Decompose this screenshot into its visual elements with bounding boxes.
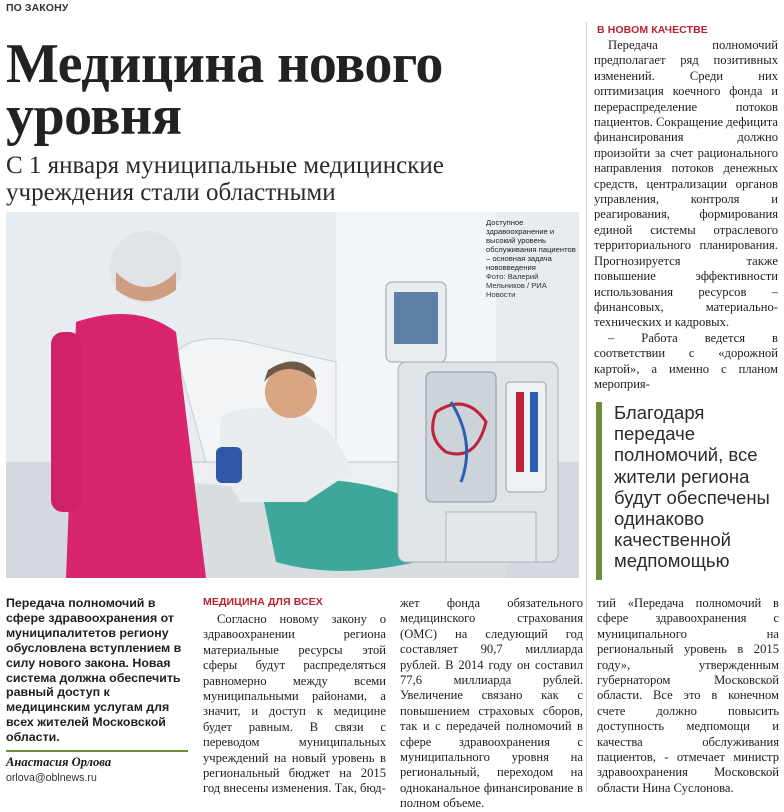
subheadline: С 1 января муниципальные медицинские учреждения стали областными bbox=[6, 152, 444, 206]
lead-paragraph: Передача полномочий в сфере здравоохранения от муниципалитетов региону обусловлена вступлением в силу нового закона. Новая система должна обеспечить равный доступ к медицинским услугам для всех жителей Московской области. bbox=[6, 596, 182, 745]
column4-text: тий «Передача полномочий в сфере здравоохранения с муниципального на региональный уровень в 2015 году», утвержденным губернатором Московской области. Все это в конечном счете должно повысить доступность медпомощи и качества обслуживания пациентов, - отмечает министр здравоохранения Московской области Нина Суслонова. bbox=[597, 596, 779, 795]
author-email: orlova@oblnews.ru bbox=[6, 772, 97, 784]
photo-caption bbox=[486, 218, 578, 299]
author-name: Анастасия Орлова bbox=[6, 755, 112, 769]
pull-quote bbox=[596, 402, 778, 580]
credit-label: Фото: bbox=[486, 272, 506, 281]
author-rule bbox=[6, 750, 188, 752]
sidebar-paragraph-1: Передача полномочий предполагает ряд позитивных изменений. Среди них оптимизация коечного фонда и перераспределение потоков пациентов. Сокращение дефицита финансирования должно произойти за счет рационального направления потоков денежных средств, централизации органов управления, контроля и реагирования, формирования единой системы отраслевого территориального планирования. Прогнозируется также повышение эффективности использования ресурсов – финансовых, материально-технических и кадровых. bbox=[594, 38, 778, 330]
column2-kicker: МЕДИЦИНА ДЛЯ ВСЕХ bbox=[203, 596, 323, 608]
pull-quote-text: Благодаря передаче полномочий, все жители региона будут обеспечены одинаково качественной медпомощью bbox=[614, 402, 770, 572]
credit-name: Валерий Мельников / РИА Новости bbox=[486, 272, 547, 299]
photo-credit bbox=[486, 272, 578, 299]
column2-text: Согласно новому закону о здравоохранении региона материальные ресурсы этой сферы будут распределяться равномерно между всеми муниципальными районами, а значит, и доступ к медицине будет равным. В связи с переводом муниципальных учреждений на новый уровень в региональный бюджет на 2015 год внесены изменения. Так, бюд- bbox=[203, 612, 386, 796]
headline: Медицина нового уровня bbox=[6, 33, 443, 147]
sidebar-paragraph-2: – Работа ведется в соответствии с «дорожной картой», а именно с планом мероприя- bbox=[594, 330, 778, 391]
column-divider bbox=[586, 22, 587, 792]
sidebar-kicker: В НОВОМ КАЧЕСТВЕ bbox=[597, 24, 708, 36]
column3-text: жет фонда обязательного медицинского страхования (ОМС) на следующий год составляет 90,7 миллиарда рублей. В 2014 году он составил 77,6 миллиарда рублей. Увеличение связано как с повышением страховых сборов, так и с передачей полномочий в сфере здравоохранения с муниципального уровня на региональный, переходом на одноканальное финансирование в полном объеме. bbox=[400, 596, 583, 811]
section-kicker: ПО ЗАКОНУ bbox=[6, 2, 69, 14]
caption-text: Доступное здравоохранение и высокий уровень обслуживания пациентов – основная задача нововведения bbox=[486, 218, 576, 272]
sidebar-body bbox=[594, 38, 778, 392]
